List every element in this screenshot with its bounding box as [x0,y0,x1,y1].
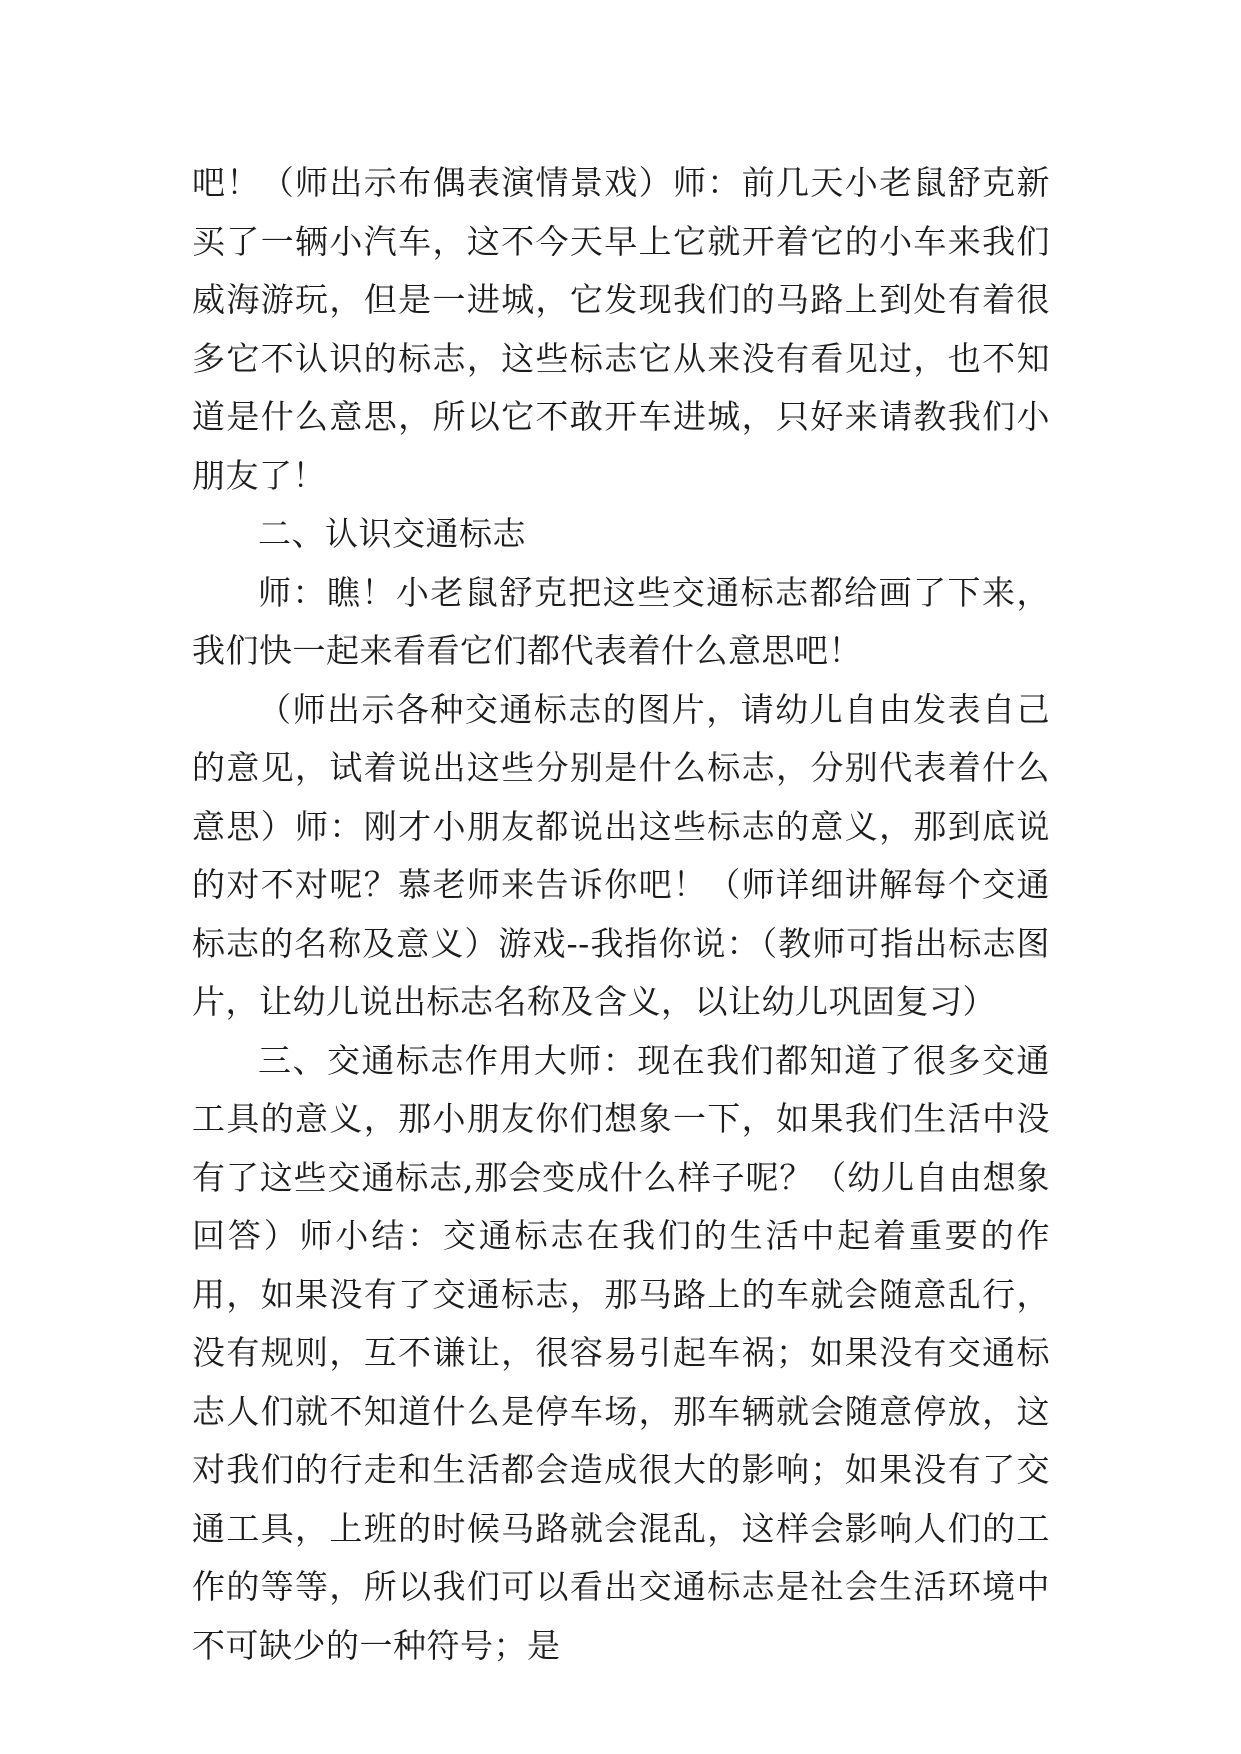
section-heading-recognize-signs: 二、认识交通标志 [258,514,526,553]
paragraph-story-intro: 吧！（师出示布偶表演情景戏）师：前几天小老鼠舒克新买了一辆小汽车，这不今天早上它就开着它的小车来我们威海游玩，但是一进城，它发现我们的马路上到处有着很多它不认识的标志，这些标志它从来没有看见过，也不知道是什么意思，所以它不敢开车进城，只好来请教我们小朋友了！ [192,163,1050,495]
paragraph-sign-function: 三、交通标志作用大师：现在我们都知道了很多交通工具的意义，那小朋友你们想象一下，如果我们生活中没有了这些交通标志,那会变成什么样子呢？（幼儿自由想象回答）师小结：交通标志在我们的生活中起着重要的作用，如果没有了交通标志，那马路上的车就会随意乱行，没有规则，互不谦让，很容易引起车祸；如果没有交通标志人们就不知道什么是停车场，那车辆就会随意停放，这对我们的行走和生活都会造成很大的影响；如果没有了交通工具，上班的时候马路就会混乱，这样会影响人们的工作的等等，所以我们可以看出交通标志是社会生活环境中不可缺少的一种符号；是 [192,1040,1050,1665]
document-body [192,154,1050,1675]
paragraph-show-pictures: （师出示各种交通标志的图片，请幼儿自由发表自己的意见，试着说出这些分别是什么标志，分别代表着什么意思）师：刚才小朋友都说出这些标志的意义，那到底说的对不对呢？慕老师来告诉你吧！（师详细讲解每个交通标志的名称及意义）游戏--我指你说：（教师可指出标志图片，让幼儿说出标志名称及含义，以让幼儿巩固复习） [192,689,1050,1021]
paragraph-teacher-look: 师：瞧！小老鼠舒克把这些交通标志都给画了下来，我们快一起来看看它们都代表着什么意思吧！ [192,572,1050,670]
